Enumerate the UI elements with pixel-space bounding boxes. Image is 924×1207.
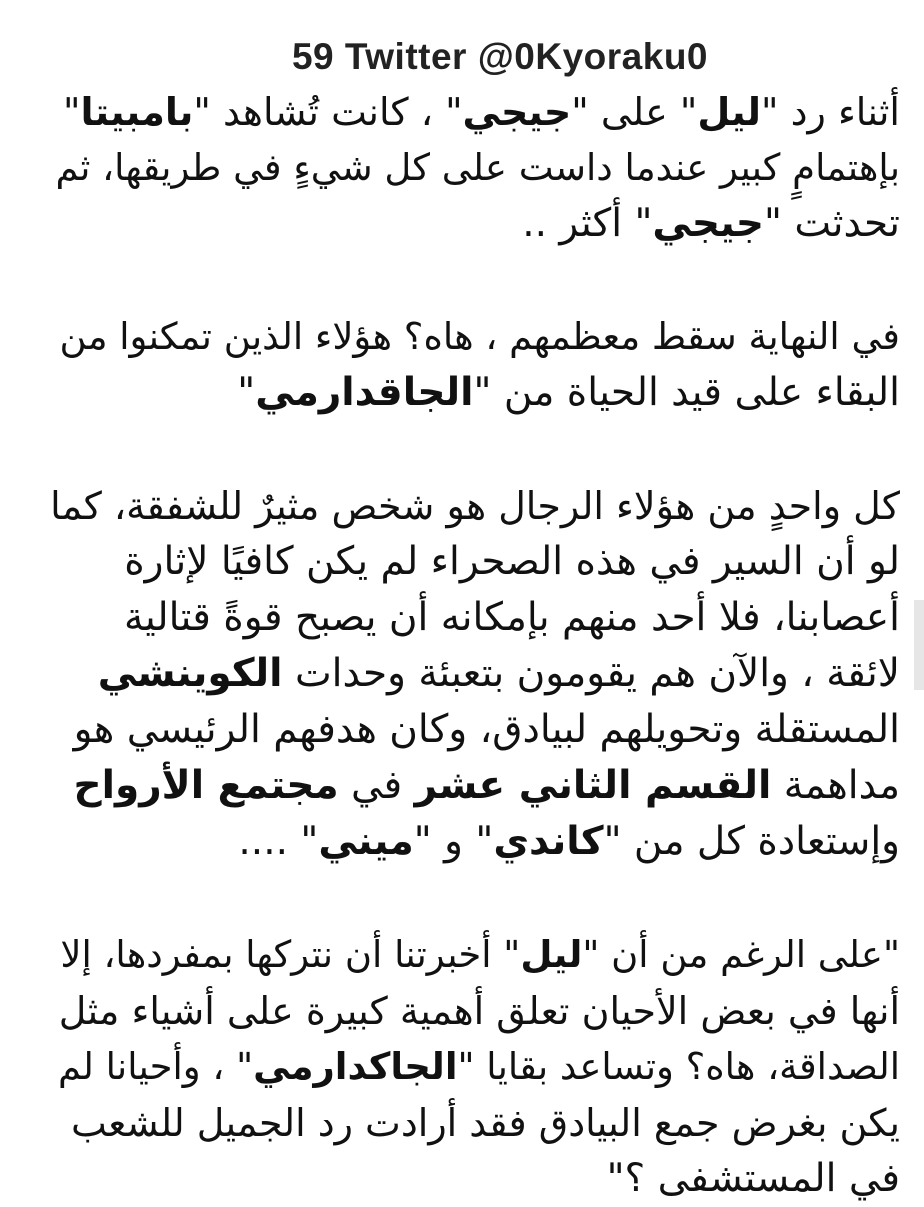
page-number: 59 — [291, 36, 335, 77]
bold-text: ليل — [520, 933, 583, 976]
text-line — [50, 140, 900, 196]
bold-text: كاندي — [493, 819, 604, 864]
paragraph — [50, 478, 900, 870]
text-segment: " ، كانت تُشاهد " — [193, 90, 463, 134]
bold-text: الكوينشي — [97, 651, 283, 696]
text-line — [50, 478, 900, 534]
bold-text: جيجي — [462, 90, 572, 134]
bold-text: الجاكدارمي — [253, 1045, 458, 1088]
text-segment: وإستعادة كل من " — [603, 819, 900, 864]
text-segment: " و " — [413, 819, 494, 864]
paragraph — [50, 927, 900, 1207]
text-segment: بإهتمامٍ كبير عندما داست على كل شيءٍ في طريقها، ثم — [55, 146, 900, 189]
text-segment: لو أن السير في هذه الصحراء لم يكن كافيًا لإثارة — [124, 539, 900, 584]
text-line — [50, 590, 900, 646]
text-segment: " على " — [571, 90, 698, 134]
twitter-handle: Twitter @0Kyoraku0 — [344, 36, 709, 77]
text-segment: المستقلة وتحويلهم لبيادق، وكان هدفهم الرئيسي هو — [73, 707, 900, 752]
bold-text: ميني — [318, 819, 414, 864]
text-segment: في النهاية سقط معظمهم ، هاه؟ هؤلاء الذين تمكنوا من — [59, 315, 900, 358]
text-segment: في المستشفى ؟" — [606, 1156, 900, 1201]
bold-text: مجتمع الأرواح — [73, 763, 339, 808]
text-segment: في — [338, 763, 415, 808]
text-line — [50, 309, 900, 365]
text-segment: كل واحدٍ من هؤلاء الرجال هو شخص مثيرٌ للشفقة، كما — [50, 484, 900, 528]
bold-text: جيجي — [652, 201, 764, 246]
text-line — [50, 84, 900, 140]
text-segment: الصداقة، هاه؟ وتساعد بقايا " — [457, 1045, 900, 1088]
text-segment: " أكثر .. — [522, 201, 653, 246]
text-segment: مداهمة — [771, 763, 900, 808]
text-segment: أثناء رد " — [761, 90, 900, 134]
text-line — [50, 365, 900, 421]
text-segment: " — [237, 370, 256, 415]
text-segment: " أخبرتنا أن نتركها بمفردها، إلا — [60, 933, 521, 976]
page-header — [250, 36, 750, 78]
text-segment: تحدثت " — [764, 201, 900, 246]
page-edge-marker — [914, 600, 924, 690]
text-line — [50, 702, 900, 758]
text-line — [50, 983, 900, 1039]
bold-text: الجاقدارمي — [255, 370, 474, 415]
text-segment: " ، وأحيانا لم — [57, 1045, 254, 1088]
text-segment: "على الرغم من أن " — [582, 933, 900, 976]
document-body — [50, 84, 900, 1207]
text-line — [50, 1095, 900, 1151]
text-line — [50, 196, 900, 252]
paragraph — [50, 84, 900, 252]
text-line — [50, 1151, 900, 1207]
text-line — [50, 1039, 900, 1095]
bold-text: القسم الثاني عشر — [414, 763, 772, 808]
text-line — [50, 814, 900, 870]
text-segment: " .... — [238, 819, 319, 864]
paragraph — [50, 309, 900, 421]
bold-text: بامبيتا — [80, 90, 194, 134]
bold-text: ليل — [697, 90, 762, 134]
text-segment: البقاء على قيد الحياة من " — [473, 370, 900, 415]
text-line — [50, 758, 900, 814]
text-line — [50, 927, 900, 983]
text-segment: أعصابنا، فلا أحد منهم بإمكانه أن يصبح قوةً قتالية — [124, 595, 900, 640]
text-line — [50, 646, 900, 702]
text-segment: أنها في بعض الأحيان تعلق أهمية كبيرة على أشياء مثل — [58, 989, 900, 1033]
text-segment: يكن بغرض جمع البيادق فقد أرادت رد الجميل للشعب — [70, 1101, 900, 1145]
text-segment: لائقة ، والآن هم يقومون بتعبئة وحدات — [282, 651, 900, 696]
text-segment: " — [63, 90, 81, 134]
text-line — [50, 534, 900, 590]
